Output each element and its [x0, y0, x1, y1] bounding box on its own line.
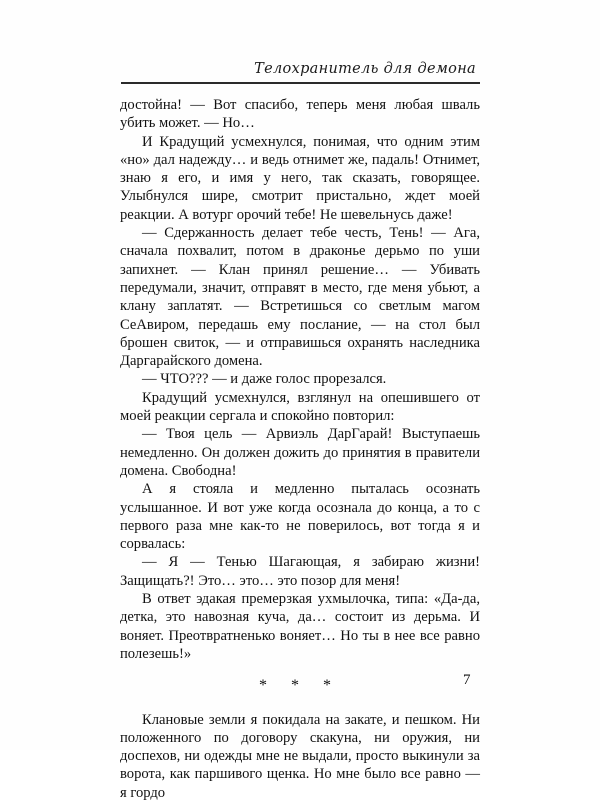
paragraph: Крадущий усмехнулся, взглянул на опешившего от моей реакции сергала и спокойно повторил:	[120, 389, 480, 425]
paragraph: В ответ эдакая премерзкая ухмылочка, типа: «Да-да, детка, это навозная куча, да… состоит из дерьма. И воняет. Преотвратненько воняет… Но ты в нее все равно полезешь!»	[120, 591, 480, 662]
running-header-title: Телохранитель для демона	[254, 61, 476, 77]
body-text	[120, 96, 480, 802]
paragraph: — Я — Тенью Шагающая, я забираю жизни! Защищать?! Это… это… это позор для меня!	[120, 554, 480, 589]
paragraph: Клановые земли я покидала на закате, и пешком. Ни положенного по договору скакуна, ни оружия, ни доспехов, ни одежды мне не выдали, просто выкинули за ворота, как паршивого щенка. Но мне было все равно — я гордо	[120, 711, 480, 801]
paragraph: И Крадущий усмехнулся, понимая, что одним этим «но» дал надежду… и ведь отнимет же, падаль! Отнимет, знаю я его, и имя у него, так сказать, говорящее. Улыбнулся шире, смотрит пристально, ждет моей реакции. А вотург орочий тебе! Не шевельнусь даже!	[120, 133, 480, 223]
paragraph: — Твоя цель — Арвиэль ДарГарай! Выступаешь немедленно. Он должен дожить до принятия в правители домена. Свободна!	[120, 426, 480, 479]
section-separator: * * *	[259, 677, 341, 695]
header-rule	[121, 82, 480, 84]
page-number: 7	[463, 672, 471, 688]
paragraph: — Сдержанность делает тебе честь, Тень! — Ага, сначала похвалит, потом в драконье дерьмо по уши запихнет. — Клан принял решение… — Убивать передумали, значит, отправят в место, где меня убьют, а клану заплатят. — Встретишься со светлым магом СеАвиром, передашь ему послание, — на стол был брошен свиток, — и отправишься охранять наследника Даргарайского домена.	[120, 225, 480, 370]
paragraph: А я стояла и медленно пыталась осознать услышанное. И вот уже когда осознала до конца, а то с первого раза мне как-то не поверилось, вот тогда я и сорвалась:	[120, 481, 480, 553]
paragraph: — ЧТО??? — и даже голос прорезался.	[142, 371, 387, 388]
paragraph: достойна! — Вот спасибо, теперь меня любая шваль убить может. — Но…	[120, 97, 480, 132]
